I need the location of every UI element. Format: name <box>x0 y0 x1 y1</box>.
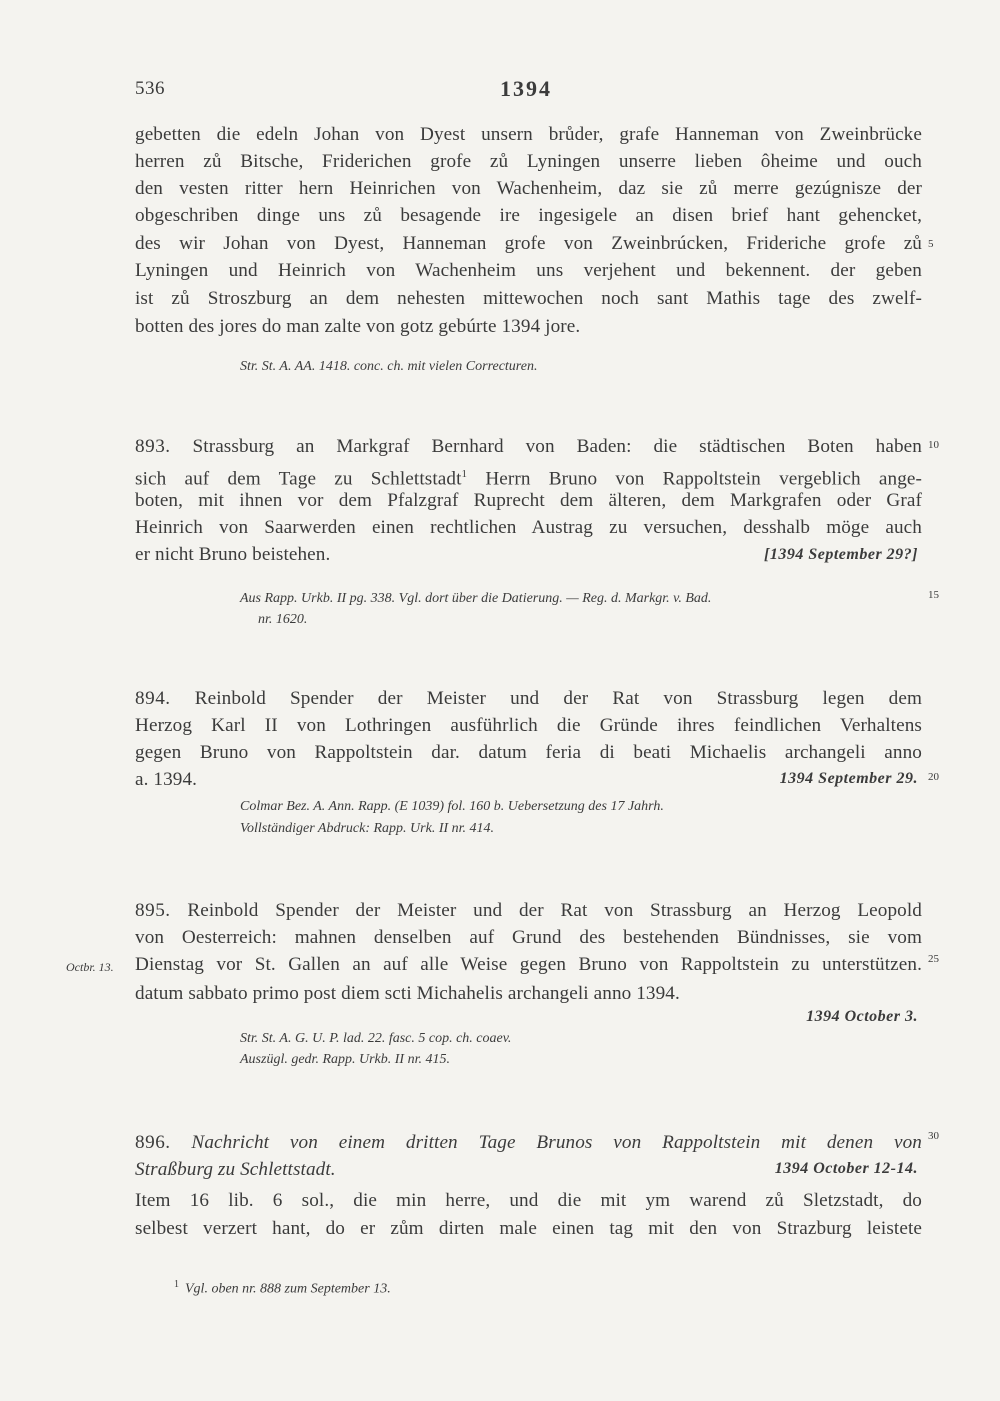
entry-896-line-2: selbest verzert hant, do er zům dirten male einen tag mit den von Strazburg leistete <box>135 1218 922 1239</box>
line-number: 25 <box>928 953 939 965</box>
entry-893-source-2: nr. 1620. <box>258 612 308 627</box>
entry-896-title-line-2: Straßburg zu Schlettstadt. <box>135 1159 336 1180</box>
entry-896-date: 1394 October 12-14. <box>774 1160 918 1177</box>
entry-896-line-1: Item 16 lib. 6 sol., die min herre, und die mit ym warend zů Sletzstadt, do <box>135 1190 922 1211</box>
carryover-line-7: ist zů Stroszburg an dem nehesten mittewochen noch sant Mathis tage des zwelf- <box>135 288 922 309</box>
line-number: 15 <box>928 589 939 601</box>
entry-894-date: 1394 September 29. <box>779 770 918 787</box>
footnote-mark: 1 <box>174 1279 179 1290</box>
entry-893-source-1: Aus Rapp. Urkb. II pg. 338. Vgl. dort über die Datierung. — Reg. d. Markgr. v. Bad. <box>240 591 712 606</box>
entry-894-line-1: 894. Reinbold Spender der Meister und der Rat von Strassburg legen dem <box>135 688 922 709</box>
entry-895-line-1: 895. Reinbold Spender der Meister und der Rat von Strassburg an Herzog Leopold <box>135 900 922 921</box>
entry-893-line-5: er nicht Bruno beistehen. <box>135 544 331 565</box>
carryover-line-3: den vesten ritter hern Heinrichen von Wachenheim, daz sie zů merre gezúgnisze der <box>135 178 922 199</box>
entry-894-source-2: Vollständiger Abdruck: Rapp. Urk. II nr. 414. <box>240 821 495 836</box>
entry-number: 894. <box>135 688 171 709</box>
entry-895-source-2: Auszügl. gedr. Rapp. Urkb. II nr. 415. <box>240 1052 450 1067</box>
entry-894-line-3: gegen Bruno von Rappoltstein dar. datum feria di beati Michaelis archangeli anno <box>135 742 922 763</box>
entry-894-source-1: Colmar Bez. A. Ann. Rapp. (E 1039) fol. 160 b. Uebersetzung des 17 Jahrh. <box>240 799 664 814</box>
carryover-line-8: botten des jores do man zalte von gotz gebúrte 1394 jore. <box>135 316 581 337</box>
entry-893-line-4: Heinrich von Saarwerden einen rechtlichen Austrag zu versuchen, desshalb möge auch <box>135 517 922 538</box>
entry-893-line-3: boten, mit ihnen vor dem Pfalzgraf Ruprecht dem älteren, dem Markgrafen oder Graf <box>135 490 922 511</box>
entry-895-date: 1394 October 3. <box>806 1008 918 1025</box>
entry-893-line-1: 893. Strassburg an Markgraf Bernhard von Baden: die städtischen Boten haben <box>135 436 922 457</box>
entry-number: 895. <box>135 900 171 921</box>
line-number: 30 <box>928 1130 939 1142</box>
entry-895-line-3: Dienstag vor St. Gallen an auf alle Weise gegen Bruno von Rappoltstein zu unterstützen. <box>135 954 922 975</box>
entry-894-line-2: Herzog Karl II von Lothringen ausführlich die Gründe ihres feindlichen Verhaltens <box>135 715 922 736</box>
entry-895-line-2: von Oesterreich: mahnen denselben auf Grund des bestehenden Bündnisses, sie vom <box>135 927 922 948</box>
entry-893-line-2: sich auf dem Tage zu Schlettstadt$^1$ Herrn Bruno von Rappoltstein vergeblich ange- <box>135 468 922 490</box>
entry-number: 893. <box>135 436 171 457</box>
footnote-marker: 1 <box>461 468 468 480</box>
carryover-source: Str. St. A. AA. 1418. conc. ch. mit vielen Correcturen. <box>240 359 538 374</box>
margin-note: Octbr. 13. <box>66 960 114 974</box>
running-head-year: 1394 <box>500 76 552 101</box>
line-number: 5 <box>928 238 934 250</box>
entry-896-title-line-1: 896. Nachricht von einem dritten Tage Brunos von Rappoltstein mit denen von <box>135 1132 922 1153</box>
entry-number: 896. <box>135 1132 171 1153</box>
entry-893-date: [1394 September 29?] <box>764 546 918 563</box>
carryover-line-6: Lyningen und Heinrich von Wachenheim uns verjehent und bekennent. der geben <box>135 260 922 281</box>
carryover-line-4: obgeschriben dinge uns zů besagende ire ingesigele an disen brief hant gehencket, <box>135 205 922 226</box>
carryover-line-5: des wir Johan von Dyest, Hanneman grofe von Zweinbrúcken, Frideriche grofe zů <box>135 233 922 254</box>
line-number: 20 <box>928 771 939 783</box>
page-number: 536 <box>135 78 165 99</box>
carryover-line-1: gebetten die edeln Johan von Dyest unsern brůder, grafe Hanneman von Zweinbrücke <box>135 124 922 145</box>
entry-895-line-4: datum sabbato primo post diem scti Michahelis archangeli anno 1394. <box>135 983 680 1004</box>
carryover-line-2: herren zů Bitsche, Friderichen grofe zů Lyningen unserre lieben ôheime und ouch <box>135 151 922 172</box>
entry-894-line-4: a. 1394. <box>135 769 198 790</box>
line-number: 10 <box>928 439 939 451</box>
entry-895-source-1: Str. St. A. G. U. P. lad. 22. fasc. 5 cop. ch. coaev. <box>240 1031 512 1046</box>
footnote-text: Vgl. oben nr. 888 zum September 13. <box>185 1281 391 1297</box>
footnote <box>174 1279 391 1298</box>
